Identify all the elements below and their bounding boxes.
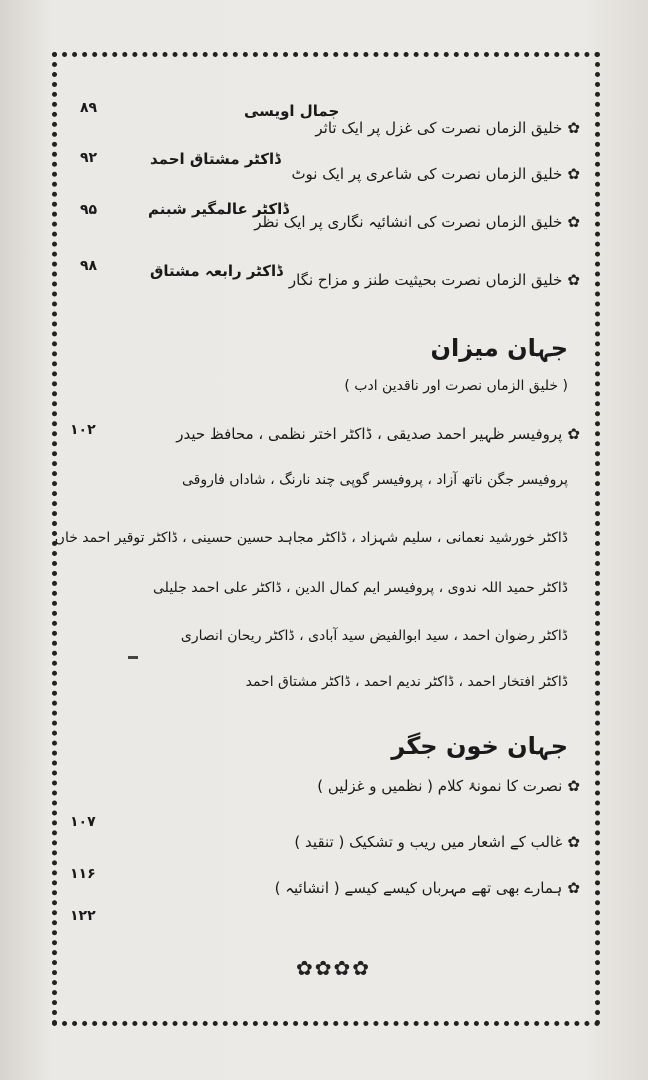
page-number: ۹۵: [80, 202, 98, 218]
flower-bullet-icon: ✿: [567, 879, 580, 897]
entry-title: غالب کے اشعار میں ریب و تشکیک ( تنقید ): [294, 833, 563, 851]
flower-bullet-icon: ✿: [567, 425, 580, 443]
toc-entry[interactable]: [275, 878, 580, 897]
section-heading: جہان میزان: [430, 334, 568, 362]
page-number: ۱۰۷: [70, 814, 96, 830]
toc-entry[interactable]: [291, 164, 580, 183]
entry-title: خلیق الزماں نصرت کی انشائیہ نگاری پر ایک نظر: [254, 213, 563, 231]
entry-title: خلیق الزماں نصرت کی شاعری پر ایک نوٹ: [291, 165, 563, 183]
page-number: ۹۸: [80, 258, 98, 274]
flower-bullet-icon: ✿: [567, 271, 580, 289]
flower-bullet-icon: ✿: [567, 833, 580, 851]
toc-entry[interactable]: [294, 832, 580, 851]
names-line: ڈاکٹر حمید اللہ ندوی ، پروفیسر ایم کمال الدین ، ڈاکٹر علی احمد جلیلی: [153, 580, 568, 596]
flower-bullet-icon: ✿: [567, 165, 580, 183]
flower-bullet-icon: ✿: [567, 777, 580, 795]
entry-title: خلیق الزماں نصرت کی غزل پر ایک تاثر: [315, 119, 563, 137]
entry-title: خلیق الزماں نصرت بحیثیت طنز و مزاح نگار: [288, 271, 563, 289]
entry-author: ڈاکٹر رابعہ مشتاق: [150, 262, 283, 280]
flower-bullet-icon: ✿: [567, 119, 580, 137]
names-line: پروفیسر جگن ناتھ آزاد ، پروفیسر گوپی چند نارنگ ، شاداں فاروقی: [181, 472, 568, 488]
section-heading: جہان خون جگر: [391, 732, 568, 760]
page-number: ۱۲۲: [70, 908, 96, 924]
names-line: ڈاکٹر افتخار احمد ، ڈاکٹر ندیم احمد ، ڈاکٹر مشتاق احمد: [245, 674, 568, 690]
names-line: ڈاکٹر خورشید نعمانی ، سلیم شہزاد ، ڈاکٹر مجاہد حسین حسینی ، ڈاکٹر توقیر احمد خاں: [54, 530, 568, 546]
names-line: پروفیسر ظہیر احمد صدیقی ، ڈاکٹر اختر نظمی ، محافظ حیدر: [176, 425, 563, 443]
page-number: ۸۹: [80, 100, 98, 116]
toc-entry[interactable]: [176, 424, 580, 443]
entry-author: ڈاکٹر مشتاق احمد: [150, 150, 281, 168]
page-number: ۹۲: [80, 150, 98, 166]
toc-entry[interactable]: [315, 118, 580, 137]
toc-entry[interactable]: [289, 270, 580, 289]
entry-author: ڈاکٹر عالمگیر شبنم: [148, 200, 289, 218]
flower-ornament-icon: ✿✿✿✿: [296, 956, 372, 980]
toc-entry[interactable]: [317, 776, 580, 795]
page-number: ۱۰۲: [70, 422, 96, 438]
page-number: ۱۱۶: [70, 866, 96, 882]
entry-title: ہمارے بھی تھے مہرباں کیسے کیسے ( انشائیہ ): [274, 879, 563, 897]
flower-bullet-icon: ✿: [567, 213, 580, 231]
stray-mark: [128, 656, 138, 659]
names-line: ڈاکٹر رضوان احمد ، سید ابوالفیض سید آبادی ، ڈاکٹر ریحان انصاری: [180, 628, 568, 644]
entry-title: نصرت کا نمونۂ کلام ( نظمیں و غزلیں ): [317, 777, 563, 795]
section-subheading: ( خلیق الزماں نصرت اور ناقدین ادب ): [344, 378, 568, 394]
toc-entry[interactable]: [254, 212, 580, 231]
entry-author: جمال اویسی: [244, 102, 340, 120]
